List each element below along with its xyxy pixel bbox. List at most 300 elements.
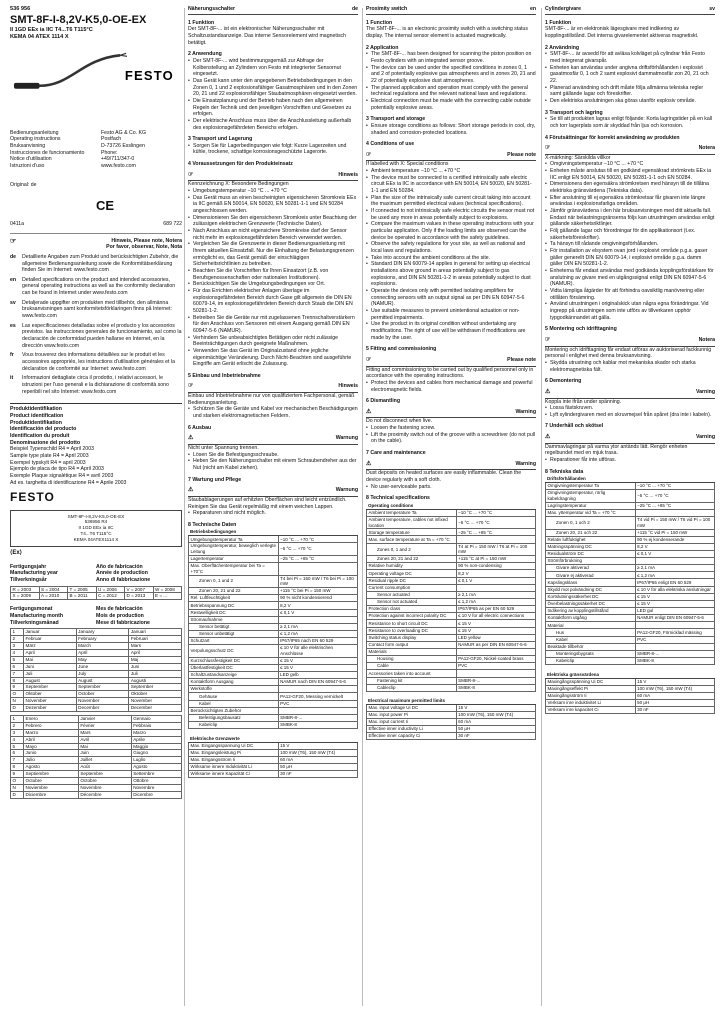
section-5-notice <box>545 337 715 347</box>
spec-value <box>456 584 535 591</box>
spec-label: Kabel <box>546 636 636 643</box>
month-cell: Mai <box>78 743 131 750</box>
spec-value: ≤ 15 V <box>278 664 357 671</box>
section-5-notice <box>366 357 536 367</box>
month-cell: May <box>76 656 129 663</box>
condition-item: • Dimensionera den egensäkra strömkretsen med hänsyn till de tillåtna elektriska gränsvärdena (Tekniska data). <box>545 181 715 194</box>
notice-text: Dammavlagringar på varma ytor antänds lätt. Rengör enheten regelbundet med en mjuk trasa. <box>545 443 688 457</box>
month-row <box>11 650 182 657</box>
spec-label: Berücksichtigtes Zubehör <box>189 707 279 714</box>
notice-text: Fitting and commissioning to be carried out by qualified personnel only in accordance with the operating instructions. <box>366 366 534 380</box>
section-8 <box>366 495 536 740</box>
spec-label: Hus <box>546 629 636 636</box>
month-cell: Augusti <box>129 677 182 684</box>
month-row <box>11 750 182 757</box>
spec-label: Lagertemperatur <box>189 555 279 562</box>
prodid-line: Exemple Plaque signalétique R4 = avril 2003 <box>10 472 114 479</box>
spec-row <box>546 586 715 593</box>
section-title: 7 Wartung und Pflege <box>188 476 242 483</box>
year-cell: W = 2008 <box>153 586 182 593</box>
el-row <box>367 733 536 740</box>
notice-label: Warnung <box>335 435 358 442</box>
el-row <box>189 742 358 749</box>
el-label: Max. input current Ii <box>367 719 457 726</box>
month-cell: November <box>24 698 77 705</box>
el-label: Max. input voltage Ui DC <box>367 705 457 712</box>
spec-table <box>366 502 536 692</box>
fitting-item: • Skydda utrustning och kablar mot mekaniska skador och starka elektromagnetiska fält. <box>545 360 715 373</box>
spec-value <box>635 622 714 629</box>
spec-value: ≥ 2,1 mA <box>456 591 535 598</box>
notice-bar <box>188 435 358 445</box>
notice-text: Montering och idrifttagning får endast utföras av auktoriserad fackkunnig personal i enlighet med denna bruksanvisning. <box>545 346 712 360</box>
column-divider <box>541 8 542 1006</box>
section-text: SMT-8F-... är en elektronisk lägesgivare med indikering av kopplingstillstånd. Det interna givarelementet aktiveras magnetiskt. <box>545 26 699 39</box>
year-heading: Tillverkningsår <box>10 576 47 583</box>
notice-bar <box>545 337 715 347</box>
notice-label: Notera <box>698 336 715 343</box>
spec-value <box>456 648 535 655</box>
care-item: • No user-serviceable parts. <box>366 484 536 491</box>
month-cell: Gennaio <box>131 716 181 723</box>
condition-item: • Följ gällande lagar och förordningar för din applikationsort (t.ex. säkerhetsföreskrifter). <box>545 228 715 241</box>
el-value: 30 nF <box>456 733 535 740</box>
spec-row <box>189 630 358 637</box>
year-heading: Manufacturing year <box>10 570 58 577</box>
spec-value: ≤ 10 V für alle elektrischen Anschlüsse <box>278 645 357 658</box>
month-row <box>11 722 182 729</box>
dismantle-item: • Lyft sylindergivaren med en skruvmejsel från spåret (dra inte i kabeln). <box>545 412 715 419</box>
month-cell: Février <box>78 722 131 729</box>
spec-label: Zonen 0, 1 och 2 <box>546 517 636 530</box>
year-cell: T = 2005 <box>68 586 97 593</box>
notice-bar <box>188 172 358 182</box>
spec-label: Rel. Luftfeuchtigkeit <box>189 595 279 602</box>
storage-item: • Ensure storage conditions as follows: Short storage periods in cool, dry, shaded and corrosion-protected locations. <box>366 123 536 136</box>
condition-item: • Omgivningstemperatur −10 °C ... +70 °C <box>545 161 715 168</box>
section-1 <box>366 20 536 40</box>
condition-item: • För installation av elsystem ovan jord i explosivt område p.g.a. gaser gäller generellt DIN EN 60079-14, i explosivt område p.g.a. damm gäller DIN EN 50281-1-2. <box>545 248 715 268</box>
spec-header: Operating conditions <box>367 502 536 509</box>
el-row <box>189 770 358 777</box>
month-row <box>11 784 182 791</box>
spec-row <box>546 529 715 536</box>
spec-label: Matningsspänning DC <box>546 543 636 550</box>
prodid-heading: Identification du produit <box>10 432 70 439</box>
spec-value <box>635 509 714 516</box>
spec-value: ≥ 2,1 mA <box>278 623 357 630</box>
condition-item: • Nach Anschluss an nicht eigensichere Stromkreise darf der Sensor nicht mehr im explosionsgefährdeten Bereich verwendet werden. <box>188 228 358 241</box>
ex-marking: II 1GD EEx ia IIC T4...T6 T115°C <box>10 26 93 33</box>
condition-item: • Jämför gränsvärdena i den här bruksanvisningen med ditt aktuella fall. Endast när belastningsgränserna följs kan utrustningen användas enligt gällande säkerhetsriktlinjer. <box>545 208 715 228</box>
spec-row <box>367 641 536 648</box>
section-6 <box>366 398 536 445</box>
month-cell: D <box>11 705 24 712</box>
spec-row <box>367 516 536 529</box>
month-row <box>11 656 182 663</box>
spec-row <box>546 572 715 579</box>
month-cell: March <box>76 643 129 650</box>
month-cell: O <box>11 778 24 785</box>
spec-row <box>546 622 715 629</box>
el-row <box>189 763 358 770</box>
el-header: Elektrische Grenzwerte <box>189 735 358 742</box>
spec-value: PVC <box>635 636 714 643</box>
notice-label: Notera <box>698 145 715 152</box>
spec-label: Skydd mot polvändning DC <box>546 586 636 593</box>
el-label: Verksam inre kapacitet Ci <box>546 706 636 713</box>
month-cell: Junio <box>24 750 79 757</box>
spec-label: Umgebungstemperatur, beweglich verlegte Leitung <box>190 543 277 555</box>
spec-label: Zones 20, 21 and 22 <box>367 556 457 563</box>
notice-text: Do not disconnect when live. <box>366 418 433 425</box>
section-2 <box>188 51 358 131</box>
section-7 <box>188 477 358 517</box>
section-2 <box>366 45 536 112</box>
plate-line: T4...T6 T115°C <box>80 531 112 537</box>
condition-item: • Berücksichtigen Sie die Umgebungsbedingungen vor Ort. <box>188 281 358 288</box>
dismantle-list <box>545 405 715 418</box>
header-lang: sv <box>709 6 715 12</box>
spec-value: −25 °C ... +85 °C <box>635 502 714 509</box>
year-cell: B = 2011 <box>68 593 97 600</box>
section-4-notice <box>366 152 536 162</box>
header-title: Cylindergivare <box>545 6 582 12</box>
spec-value: −5 °C ... +70 °C <box>635 490 714 503</box>
el-row <box>546 685 715 692</box>
condition-list <box>188 188 358 368</box>
notice-label: Please note <box>507 151 536 158</box>
section-5 <box>188 373 358 420</box>
month-row <box>11 757 182 764</box>
spec-row <box>367 556 536 563</box>
spec-label: Residual ripple DC <box>367 577 457 584</box>
festo-plate-logo: FESTO <box>10 490 55 505</box>
spec-label: Givare ej aktiverad <box>546 572 636 579</box>
dismantle-item: • Heben Sie den Näherungsschalter mit einem Schraubendreher aus der Nut (nicht am Kabel ziehen). <box>188 458 358 471</box>
warning-icon: ⚠ <box>188 435 194 442</box>
spec-label: Cableclip <box>367 684 457 691</box>
dismantle-list <box>188 452 358 472</box>
month-cell: O <box>11 691 24 698</box>
spec-label: Sensor betätigt <box>189 623 279 630</box>
spec-label: Schaltzustandsanzeige <box>189 672 279 679</box>
month-cell: Aprile <box>131 736 181 743</box>
dismantle-item: • Loosen the fastening screw. <box>366 425 536 432</box>
spec-label: Ambient temperature, cables not infixed location <box>367 516 457 529</box>
section-title: 5 Einbau und Inbetriebnahme <box>188 372 261 379</box>
spec-value <box>278 707 357 714</box>
spec-label: Resistance to overloading DC <box>367 627 457 634</box>
header-title: Proximity switch <box>366 6 408 12</box>
spec-label: Lagringstemperatur <box>546 502 636 509</box>
address-block <box>101 130 182 170</box>
cover-column <box>10 6 182 799</box>
month-cell: Mars <box>129 643 182 650</box>
month-cell: 9 <box>11 684 24 691</box>
spec-label: Protection class <box>367 606 457 613</box>
section-title: 3 Transport och lagring <box>545 109 603 116</box>
month-heading: Mois de production <box>96 613 144 620</box>
month-cell: Mayo <box>24 743 79 750</box>
spec-value: 8,2 V <box>278 602 357 609</box>
month-table <box>10 628 182 712</box>
lang-note: Detaljerade uppgifter om produkten med tillbehör, den allmänna bruksanvisningen samt konformitetsförklaringen finns på Internet: www.festo.com <box>22 299 172 320</box>
el-label: Maxingångsström Ii <box>546 692 636 699</box>
section-title: 1 Funktion <box>545 19 572 26</box>
spec-label: Operating voltage DC <box>367 570 457 577</box>
spec-row <box>189 609 358 616</box>
spec-label: Housing <box>367 656 457 663</box>
spec-value: 8,2 V <box>635 543 714 550</box>
notice-label: Warning <box>515 460 536 467</box>
month-cell: Enero <box>24 716 79 723</box>
spec-row <box>546 558 715 565</box>
lang-code: de <box>10 253 17 260</box>
prodid-line: Beispiel Typenschild R4 = April 2003 <box>10 446 94 453</box>
section-8 <box>188 522 358 778</box>
month-heading: Mes de fabricación <box>96 606 143 613</box>
spec-value: ≤ 1,2 mA <box>456 598 535 605</box>
condition-item: • Enheten måste anslutas till en godkänd egensäkrad strömkrets EEx ia IIC enligt EN 50014, EN 50020, EN 50281-1-1 och EN 50284. <box>545 168 715 181</box>
spec-value: T4 vid Pi = 150 mW / T6 vid Pi = 100 mW <box>635 517 714 530</box>
section-4-notice <box>545 145 715 155</box>
address-line: www.festo.com <box>101 162 136 169</box>
condition-item: • Das Gerät muss an einen bescheinigten eigensicheren Stromkreis EEx ia IIC gemäß EN 50014, EN 50020, EN 50281-1-1 und EN 50284 angeschlossen werden. <box>188 195 358 215</box>
section-6 <box>188 425 358 472</box>
spec-row <box>189 686 358 693</box>
spec-row <box>546 643 715 650</box>
note-icon: ☞ <box>545 145 551 152</box>
year-cell: C = 2012 <box>96 593 125 600</box>
spec-row <box>546 650 715 657</box>
year-heading: Année de production <box>96 570 148 577</box>
spec-label: Gehäuse <box>189 693 279 700</box>
prodid-line: Ad es. targhetta di identificazione R4 = Aprile 2003 <box>10 479 127 486</box>
year-cell: X = 2009 <box>11 593 40 600</box>
spec-row <box>367 627 536 634</box>
month-cell: Novembre <box>131 784 181 791</box>
spec-row <box>189 543 358 556</box>
month-cell: August <box>24 677 77 684</box>
spec-label: Ambient temperature Ta <box>367 509 457 516</box>
plate-line: KEMA 04ATEX1114 X <box>73 537 119 543</box>
spec-value: ≤ 10 V for all electric connections <box>456 613 535 620</box>
spec-value: 8,2 V <box>456 570 535 577</box>
section-4 <box>366 141 536 341</box>
month-row <box>11 736 182 743</box>
spec-value: −10 °C ... +70 °C <box>456 509 535 516</box>
el-row <box>546 706 715 713</box>
original-language: Original: de <box>10 181 37 188</box>
column-divider <box>362 8 363 1006</box>
spec-label: Sensor not actuated <box>367 598 457 605</box>
prodid-heading: Denominazione del prodotto <box>10 439 81 446</box>
spec-value: −10 °C ... +70 °C <box>278 536 357 543</box>
spec-row <box>546 509 715 516</box>
lang-note: Las especificaciones detalladas sobre el producto y los accesorios previstos. las instrucciones generales de funcionamiento, así como la declaración de conformidad pueden hallarse en Internet, en la dirección www.festo.com <box>22 322 182 349</box>
spec-value: IP67/IP65 nach EN 60 529 <box>278 638 357 645</box>
condition-item: • Betreiben Sie die Geräte nur mit zugelassenen Trennschaltverstärkern für den Anschluss von Sensoren mit einem Ausgang gemäß DIN EN 60947-5-6 (NAMUR). <box>188 315 358 335</box>
hint-line: Por favor, observar, Note, Nota <box>106 244 182 251</box>
spec-value: 90 % ej kondenserande <box>635 536 714 543</box>
month-cell: Novembre <box>78 784 131 791</box>
notice-bar <box>188 383 358 393</box>
spec-label: Beaktade tillbehör <box>546 643 636 650</box>
lang-code: es <box>10 322 16 329</box>
spec-row <box>367 634 536 641</box>
section-3 <box>188 136 358 156</box>
condition-list <box>545 161 715 321</box>
spec-value: PA12-GF20, Nickel-coated brass <box>456 656 535 663</box>
section-title: 3 Transport and storage <box>366 116 426 123</box>
month-row <box>11 684 182 691</box>
fitting-list <box>366 380 536 393</box>
month-cell: 1 <box>11 629 24 636</box>
lang-de: Bedienungsanleitung <box>10 129 59 136</box>
spec-label: Resistance to short circuit DC <box>367 620 457 627</box>
spec-row <box>189 657 358 664</box>
condition-item: • Använd utrustningen i originalskick utan några egna förändringar. Vid ingrepp på utrustningen som inte utförs av tillverkaren upphör typgodkännandet att gälla. <box>545 301 715 321</box>
prodid-line: Ejemplo de placa de tipo R4 = April 2003 <box>10 466 104 473</box>
plate-line: II 1GD EEx ia IIC <box>78 525 114 531</box>
year-cell: V = 2007 <box>125 586 154 593</box>
month-heading: Fertigungsmonat <box>10 606 53 613</box>
spec-label: Max. yttemperatur vid Ta = +70 °C <box>546 509 636 516</box>
type-plate <box>10 510 182 547</box>
notice-label: Varning <box>695 434 715 441</box>
month-cell: June <box>76 663 129 670</box>
section-4 <box>545 135 715 322</box>
spec-value: NAMUR enligt DIN EN 60947-5-6 <box>635 615 714 622</box>
prodid-heading: Product identification <box>10 412 64 419</box>
condition-item: • Take into account the ambient conditions at the site. <box>366 255 536 262</box>
spec-label: Kontaktform Ausgang <box>189 679 279 686</box>
warning-icon: ⚠ <box>545 388 551 395</box>
product-title: SMT-8F-I-8,2V-K5,0-OE-EX <box>10 14 147 27</box>
spec-label: Stromaufnahme <box>189 616 279 623</box>
spec-value: ≤ 10 V för alla elektriska anslutningar <box>635 586 714 593</box>
month-cell: Februar <box>24 636 77 643</box>
month-heading: Tillverkningsmånad <box>10 619 59 626</box>
notice-label: Warnung <box>335 487 358 494</box>
manufacturing-year <box>10 564 182 601</box>
hint-line: Hinweis, Please note, Notera <box>111 237 182 244</box>
spec-row <box>189 575 358 588</box>
spec-row <box>367 543 536 556</box>
column-header <box>545 6 715 15</box>
month-cell: Julio <box>24 757 79 764</box>
section-2 <box>545 45 715 105</box>
spec-row <box>546 636 715 643</box>
notice-text: Nicht unter Spannung trennen. <box>188 445 259 452</box>
month-heading: Mese di fabbricazione <box>96 619 150 626</box>
month-cell: Juin <box>78 750 131 757</box>
application-list <box>366 51 536 111</box>
spec-row <box>546 483 715 490</box>
el-value: 60 mA <box>635 692 714 699</box>
month-cell: Juillet <box>78 757 131 764</box>
el-value: 60 mA <box>456 719 535 726</box>
application-list <box>545 51 715 104</box>
spec-row <box>546 615 715 622</box>
spec-row <box>189 638 358 645</box>
month-row <box>11 771 182 778</box>
spec-row <box>546 565 715 572</box>
storage-list <box>188 143 358 156</box>
el-label: Effective inner capacity Ci <box>367 733 457 740</box>
spec-table <box>545 475 715 665</box>
prodid-line: Sample type plate R4 = April 2003 <box>10 452 89 459</box>
section-6-notice <box>545 389 715 399</box>
condition-item: • Verhindern Sie unbeabsichtigtes Betätigen oder nicht zulässige Beeinträchtigungen durch geeignete Maßnahmen. <box>188 335 358 348</box>
section-6-notice <box>188 435 358 445</box>
month-cell: December <box>129 705 182 712</box>
section-5 <box>545 326 715 373</box>
spec-value <box>278 616 357 623</box>
note-icon: ☞ <box>10 237 17 245</box>
lang-code: it <box>10 375 14 382</box>
spec-row <box>546 579 715 586</box>
el-label: Verksam inre induktivitet Li <box>546 699 636 706</box>
spec-value: 90 % nicht kondensierend <box>278 595 357 602</box>
el-row <box>546 678 715 685</box>
spec-label: Monteringsbygsats <box>546 650 636 657</box>
spec-row <box>546 550 715 557</box>
prodid-heading: Produktidentifikation <box>10 419 62 426</box>
spec-label: Strömförbrukning <box>546 558 636 565</box>
month-cell: April <box>76 650 129 657</box>
note-icon: ☞ <box>545 336 551 343</box>
spec-header-row <box>189 529 358 536</box>
spec-value <box>635 643 714 650</box>
month-row <box>11 677 182 684</box>
el-row <box>367 726 536 733</box>
notice-bar <box>366 409 536 419</box>
month-row <box>11 729 182 736</box>
month-cell: 4 <box>11 650 24 657</box>
el-label: Wirksame innere Kapazität Ci <box>189 770 279 777</box>
spec-row <box>546 629 715 636</box>
year-row <box>11 593 182 600</box>
storage-list <box>366 123 536 136</box>
month-row <box>11 629 182 636</box>
condition-item: • Plan the size of the intrinsically safe current circuit taking into account the maximum permitted electrical values (technical specifications). <box>366 195 536 208</box>
month-cell: 3 <box>11 643 24 650</box>
spec-label: Relativ luftfuktighet <box>546 536 636 543</box>
plate-line: SMT-8F-I-8,2V-K5,0-OE-EX <box>67 513 125 519</box>
spec-row <box>189 602 358 609</box>
application-item: • Der SMT-8F-... wird bestimmungsgemäß zur Abfrage der Kolbenstellung an Zylindern von Festo mit integrierter Sensornut eingesetzt. <box>188 58 358 78</box>
section-title: 4 Förutsättningar för korrekt användning av produkten <box>545 134 680 141</box>
spec-table <box>188 529 358 729</box>
spec-value: IP67/IP65 enligt EN 60 529 <box>635 579 714 586</box>
spec-value: 90 % non-condensing <box>456 563 535 570</box>
el-label: Maxingångseffekt Pi <box>546 685 636 692</box>
month-cell: April <box>24 650 77 657</box>
year-cell: U = 2006 <box>96 586 125 593</box>
spec-row <box>189 722 358 729</box>
spec-value: ≤ 15 V <box>456 620 535 627</box>
spec-header-row <box>367 502 536 509</box>
condition-item: • Für das Errichten elektrischer Anlagen überlage im explosionsgefährdeten Bereich durch Gase gilt allgemein die DIN EN 60079-14, im explosionsgefährdeten Bereich durch Staub die DIN EN 50281-1-2. <box>188 288 358 315</box>
month-row <box>11 791 182 798</box>
notice-label: Please note <box>507 356 536 363</box>
section-title: 5 Montering och idrifttagning <box>545 326 617 333</box>
spec-value: ≤ 15 V <box>635 593 714 600</box>
spec-label: Material <box>546 622 636 629</box>
spec-value <box>456 670 535 677</box>
